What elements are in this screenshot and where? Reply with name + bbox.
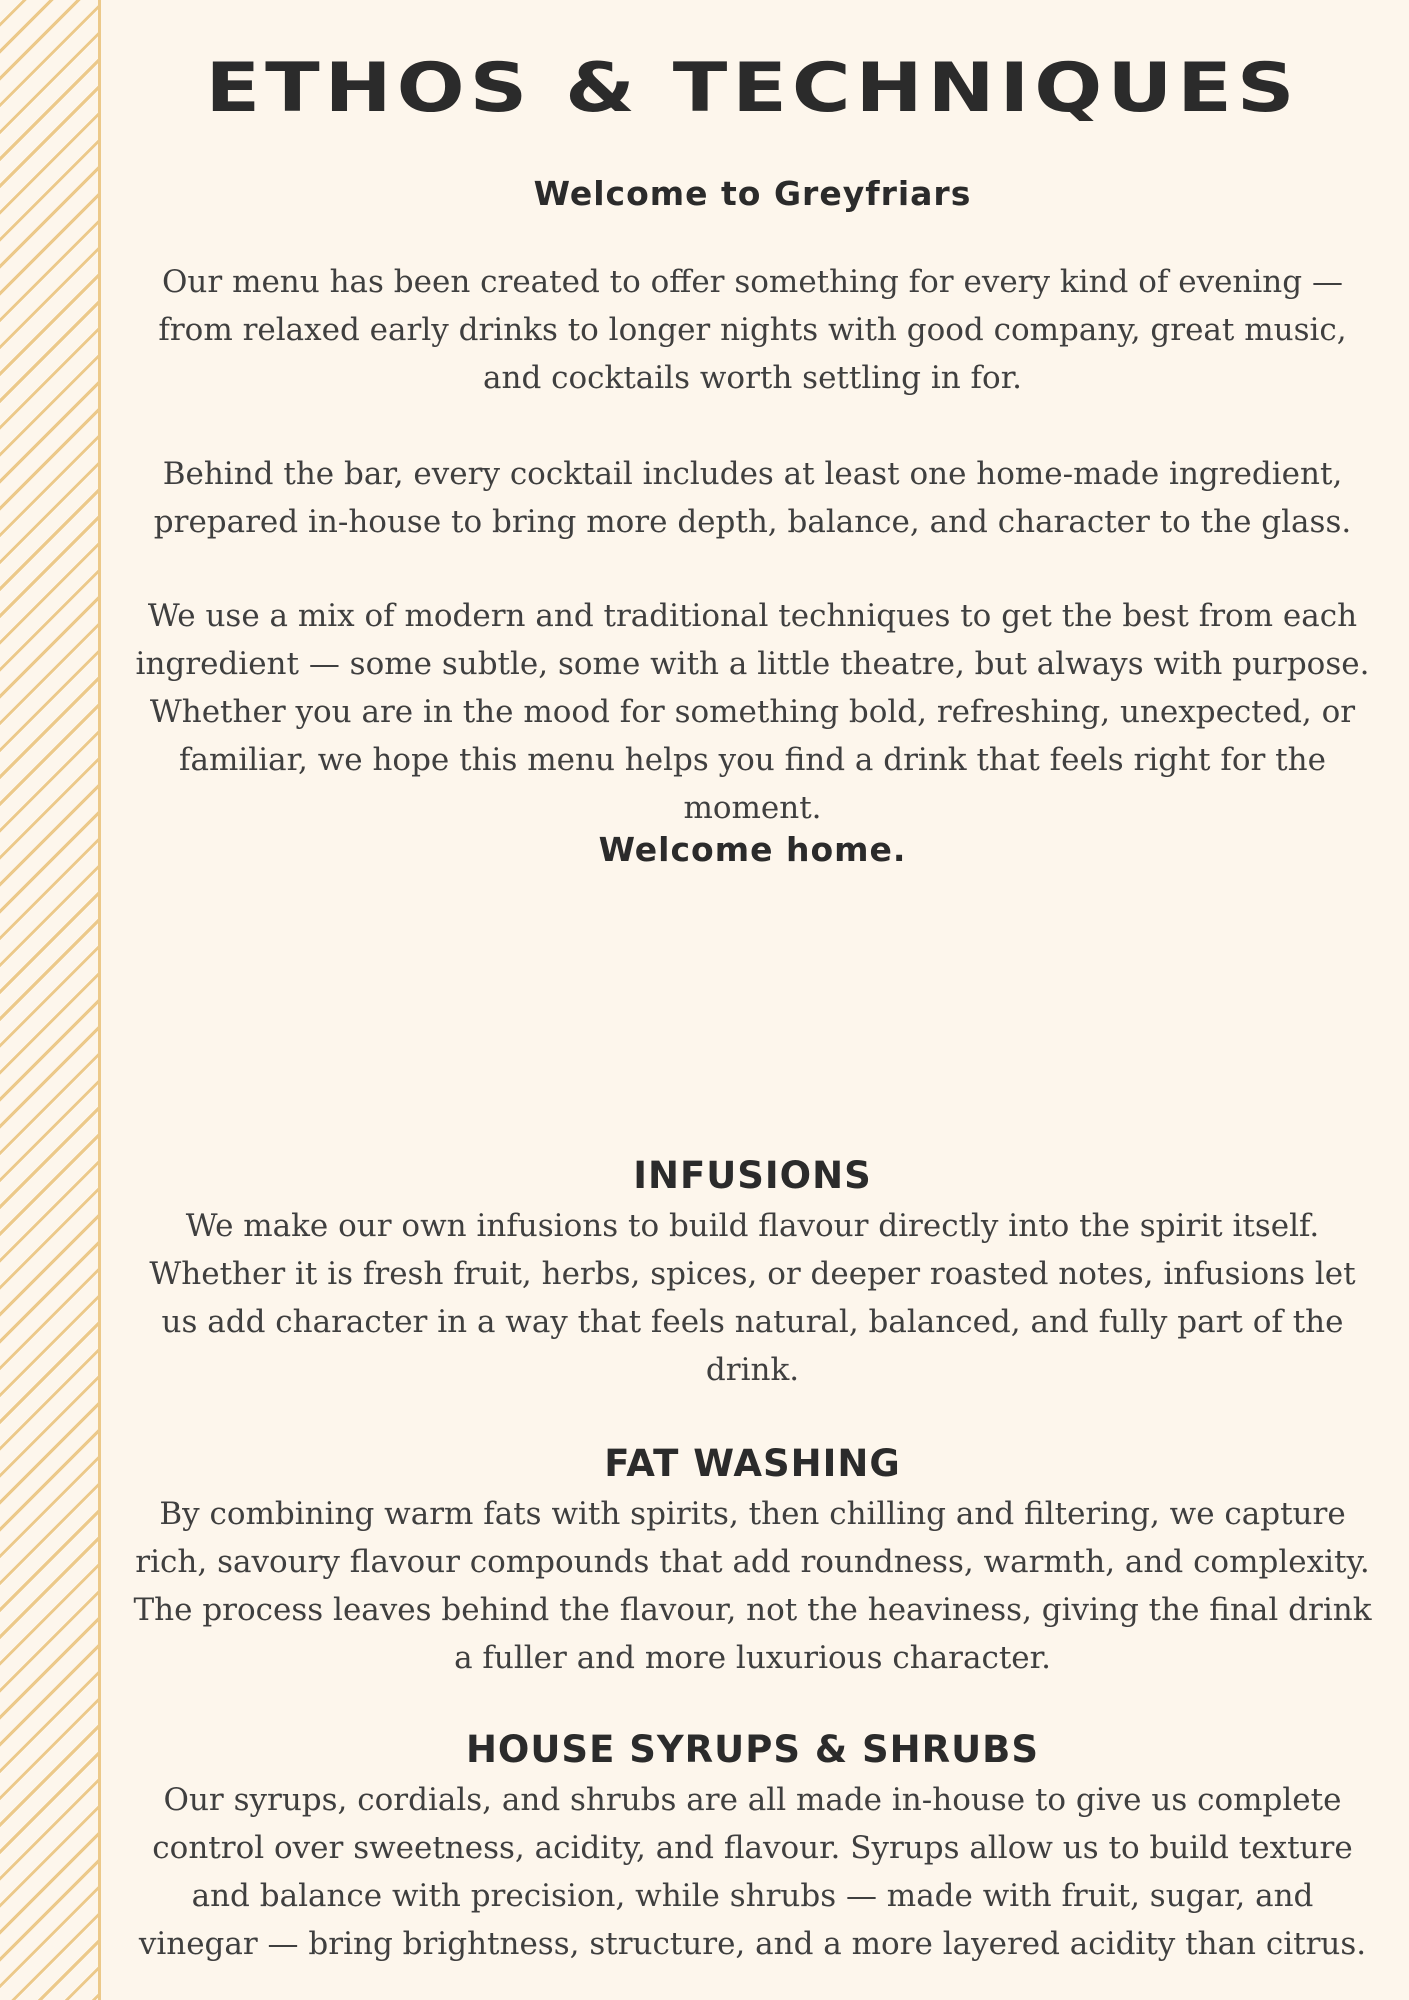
section-heading-syrups-shrubs: HOUSE SYRUPS & SHRUBS (465, 1728, 1040, 1771)
intro-paragraph: Our menu has been created to offer something for every kind of evening — from relaxed early drinks to longer nights with good company, great music, and cocktails worth settling in for. (158, 264, 1347, 396)
section-text-infusions: We make our own infusions to build flavour directly into the spirit itself. Whether it is fresh fruit, herbs, spices, or deeper roasted notes, infusions let us add character in a way that feels natural, balanced, and fully part of the drink. (149, 1208, 1356, 1388)
intro-paragraph: Behind the bar, every cocktail includes at least one home-made ingredient, prepared in-house to bring more depth, balance, and character to the glass. (153, 456, 1352, 540)
page-title: ETHOS & TECHNIQUES (205, 48, 1300, 128)
closing-line: Welcome home. (598, 830, 907, 869)
section-heading-fat-washing: FAT WASHING (604, 1442, 901, 1485)
stripe-edge-line (98, 0, 101, 2000)
section-heading-infusions: INFUSIONS (633, 1154, 872, 1197)
welcome-heading: Welcome to Greyfriars (533, 174, 972, 213)
section-text-fat-washing: By combining warm fats with spirits, then chilling and filtering, we capture rich, savoury flavour compounds that add roundness, warmth, and complexity. The process leaves behind the flavour, not the heaviness, giving the final drink a fuller and more luxurious character. (133, 1496, 1372, 1676)
section-text-syrups-shrubs: Our syrups, cordials, and shrubs are all made in-house to give us complete control over sweetness, acidity, and flavour. Syrups allow us to build texture and balance with precision, while shrubs — made with fruit, sugar, and vinegar — bring brightness, structure, and a more layered acidity than citrus. (138, 1782, 1367, 1962)
decorative-stripe-border (0, 0, 98, 2000)
intro-paragraph: We use a mix of modern and traditional techniques to get the best from each ingredient — some subtle, some with a little theatre, but always with purpose. Whether you are in the mood for something bold, refreshing, unexpected, or familiar, we hope this menu helps you find a drink that feels right for the moment. (135, 598, 1370, 826)
